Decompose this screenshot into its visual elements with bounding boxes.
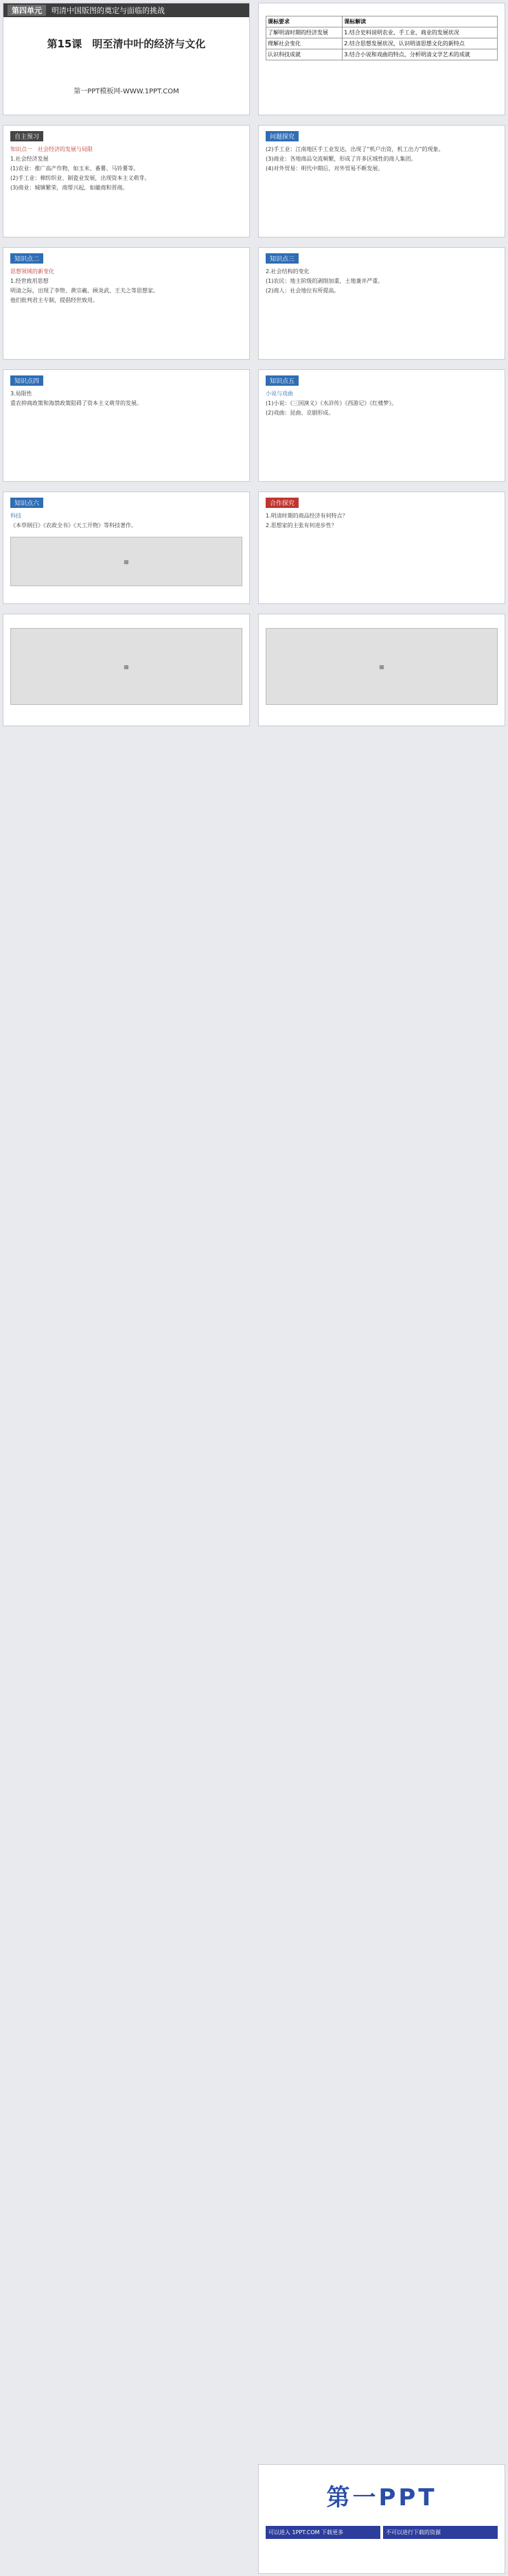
unit-header xyxy=(3,3,249,17)
slide-8 xyxy=(258,369,505,482)
illustration-image: ▦ xyxy=(10,537,242,586)
section-label: 知识点五 xyxy=(266,375,299,386)
heading: 思想领域的新变化 xyxy=(10,268,54,275)
slide-1 xyxy=(3,3,250,115)
text-line: 1.明清时期的商品经济有何特点？ xyxy=(266,513,348,519)
footer-left: 可以进入 1PPT.COM 下载更多 xyxy=(266,2526,380,2539)
text-line: (3)商业：各地商品交流频繁，形成了许多区域性的商人集团。 xyxy=(266,156,417,162)
text-line: (4)对外贸易：明代中期后，对外贸易不断发展。 xyxy=(266,165,384,172)
unit-tag: 第四单元 xyxy=(8,5,46,16)
text-line: 他们批判君主专制，提倡经世致用。 xyxy=(10,297,98,303)
brand-slide xyxy=(258,2464,505,2574)
slide-10 xyxy=(258,491,505,604)
table-cell: 了解明清时期的经济发展 xyxy=(266,27,343,38)
brand-logo: 第一PPT xyxy=(326,2484,437,2511)
text-line: 1.经世致用思想 xyxy=(10,278,49,284)
slide-7 xyxy=(3,369,250,482)
slide-4 xyxy=(258,125,505,237)
slide-9 xyxy=(3,491,250,604)
section-label: 知识点四 xyxy=(10,375,43,386)
text-line: (1)小说：《三国演义》《水浒传》《西游记》《红楼梦》。 xyxy=(266,400,397,406)
heading: 科技 xyxy=(10,513,21,519)
section-label: 知识点三 xyxy=(266,253,299,264)
section-label: 知识点六 xyxy=(10,498,43,508)
text-line: 明清之际，出现了李贽、黄宗羲、顾炎武、王夫之等思想家。 xyxy=(10,288,159,294)
table-row xyxy=(266,49,498,60)
text-line: 2.思想家的主张有何进步性？ xyxy=(266,522,337,529)
lesson-title: 第15课 明至清中叶的经济与文化 xyxy=(47,38,206,50)
section-label: 问题探究 xyxy=(266,131,299,141)
text-line: (2)手工业：棉纺织业、制瓷业发展，出现资本主义萌芽。 xyxy=(10,175,150,181)
illustration-image: ▦ xyxy=(10,628,242,705)
heading: 小说与戏曲 xyxy=(266,391,293,397)
text-line: 1.社会经济发展 xyxy=(10,156,49,162)
col-header: 课标解读 xyxy=(343,16,498,27)
table-cell: 2.结合思想发展状况，认识明清思想文化的新特点 xyxy=(343,38,498,49)
table-row xyxy=(266,27,498,38)
heading: 知识点一 社会经济的发展与局限 xyxy=(10,146,93,152)
slide-3 xyxy=(3,125,250,237)
slide-2 xyxy=(258,3,505,115)
standards-table xyxy=(266,16,498,60)
col-header: 课标要求 xyxy=(266,16,343,27)
text-line: 重农抑商政策和海禁政策阻碍了资本主义萌芽的发展。 xyxy=(10,400,142,406)
text-line: (3)商业：城镇繁荣，商帮兴起，如徽商和晋商。 xyxy=(10,185,128,191)
illustration-image: ▦ xyxy=(266,628,498,705)
table-cell: 3.结合小说和戏曲的特点，分析明清文学艺术的成就 xyxy=(343,49,498,60)
section-label: 合作探究 xyxy=(266,498,299,508)
table-cell: 认识科技成就 xyxy=(266,49,343,60)
text-line: (1)农民：地主阶级的剥削加重，土地兼并严重。 xyxy=(266,278,384,284)
text-line: (1)农业：推广高产作物，如玉米、番薯、马铃薯等。 xyxy=(10,165,139,172)
section-label: 知识点二 xyxy=(10,253,43,264)
table-row xyxy=(266,38,498,49)
slide-6 xyxy=(258,247,505,360)
text-line: (2)商人：社会地位有所提高。 xyxy=(266,288,340,294)
text-line: (2)手工业：江南地区手工业发达，出现了“机户出资，机工出力”的现象。 xyxy=(266,146,444,152)
text-line: (2)戏曲：昆曲、京剧形成。 xyxy=(266,410,334,416)
text-line: 3.局限性 xyxy=(10,391,32,397)
slide-12 xyxy=(258,614,505,726)
text-line: 《本草纲目》《农政全书》《天工开物》等科技著作。 xyxy=(10,522,137,529)
table-cell: 1.结合史料说明农业、手工业、商业的发展状况 xyxy=(343,27,498,38)
site-text: 第一PPT模板网-WWW.1PPT.COM xyxy=(73,88,179,95)
slide-5 xyxy=(3,247,250,360)
footer-right: 不可以进行下载的资源 xyxy=(383,2526,498,2539)
slide-11 xyxy=(3,614,250,726)
text-line: 2.社会结构的变化 xyxy=(266,268,310,275)
section-label: 自主预习 xyxy=(10,131,43,141)
table-cell: 理解社会变化 xyxy=(266,38,343,49)
unit-title: 明清中国版图的奠定与面临的挑战 xyxy=(51,6,165,15)
